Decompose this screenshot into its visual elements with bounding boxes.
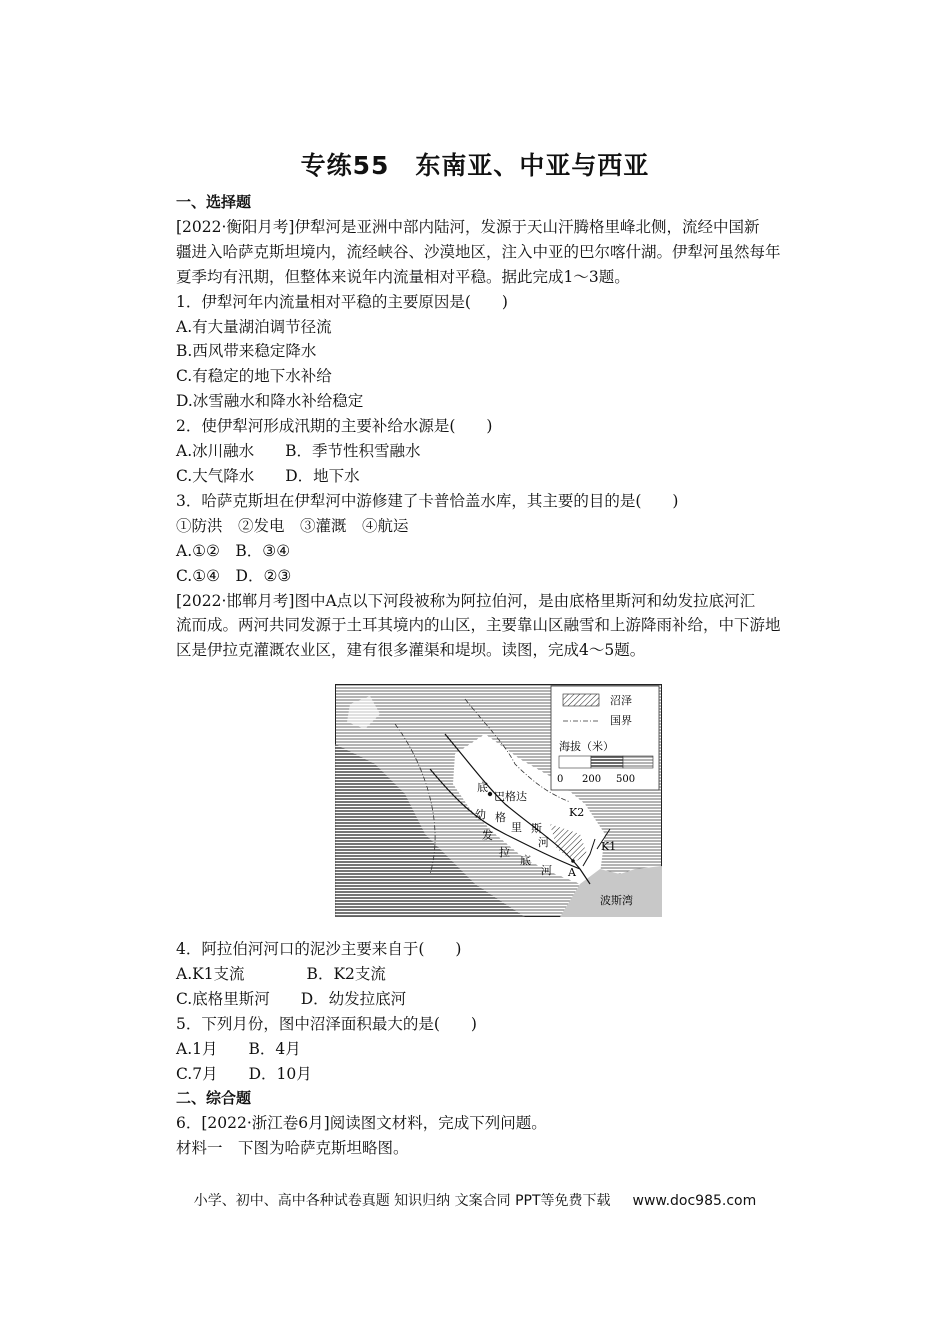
document-body bbox=[176, 190, 808, 663]
euphrates-label-4: 底 bbox=[520, 854, 531, 867]
document-body-2 bbox=[176, 937, 808, 1161]
tigris-label-4: 斯 bbox=[531, 822, 542, 835]
material-label: 材料一 下图为哈萨克斯坦略图。 bbox=[176, 1139, 409, 1158]
tigris-label-3: 里 bbox=[511, 821, 522, 834]
euphrates-label-1: 幼 bbox=[475, 808, 486, 821]
question-stem: 1．伊犁河年内流量相对平稳的主要原因是( ) bbox=[176, 292, 508, 311]
passage-line: 疆进入哈萨克斯坦境内，流经峡谷、沙漠地区，注入中亚的巴尔喀什湖。伊犁河虽然每年 bbox=[176, 242, 781, 261]
page-title: 专练55 东南亚、中亚与西亚 bbox=[300, 151, 650, 180]
baghdad-label: 巴格达 bbox=[494, 790, 527, 803]
answer-option: A.有大量湖泊调节径流 bbox=[176, 317, 332, 336]
question-stem: 5．下列月份，图中沼泽面积最大的是( ) bbox=[176, 1014, 477, 1033]
tigris-label-1: 底 bbox=[477, 781, 488, 794]
legend-elevation-title: 海拔（米） bbox=[559, 740, 614, 753]
footer-text: 小学、初中、高中各种试卷真题 知识归纳 文案合同 PPT等免费下载 bbox=[193, 1193, 611, 1209]
tigris-label-2: 格 bbox=[495, 811, 506, 824]
question-stem: 3．哈萨克斯坦在伊犁河中游修建了卡普恰盖水库，其主要的目的是( ) bbox=[176, 491, 679, 510]
question-stem: 4．阿拉伯河河口的泥沙主要来自于( ) bbox=[176, 940, 462, 958]
point-a-label: A bbox=[568, 866, 576, 879]
answer-option: B.西风带来稳定降水 bbox=[176, 342, 317, 361]
question-stem: 2．使伊犁河形成汛期的主要补给水源是( ) bbox=[176, 417, 493, 436]
answer-option: C.有稳定的地下水补给 bbox=[176, 367, 332, 386]
passage-line: [2022·衡阳月考]伊犁河是亚洲中部内陆河，发源于天山汗腾格里峰北侧，流经中国新 bbox=[176, 217, 760, 236]
section-heading: 二、综合题 bbox=[176, 1089, 252, 1108]
page-footer bbox=[0, 1190, 950, 1210]
answer-option: C.底格里斯河 D．幼发拉底河 bbox=[176, 989, 407, 1008]
euphrates-label-2: 发 bbox=[482, 829, 493, 842]
legend-tick-500: 500 bbox=[616, 774, 636, 785]
persian-gulf-label: 波斯湾 bbox=[600, 894, 633, 907]
question-stem: 6．[2022·浙江卷6月]阅读图文材料，完成下列问题。 bbox=[176, 1114, 547, 1133]
legend-border: 国界 bbox=[610, 714, 632, 727]
euphrates-label-3: 拉 bbox=[499, 846, 510, 859]
answer-option: A.1月 B．4月 bbox=[176, 1039, 301, 1058]
passage-line: 夏季均有汛期，但整体来说年内流量相对平稳。据此完成1～3题。 bbox=[176, 267, 630, 286]
answer-option: C.大气降水 D．地下水 bbox=[176, 466, 360, 485]
answer-option: A.冰川融水 B．季节性积雪融水 bbox=[176, 442, 421, 461]
legend-tick-0: 0 bbox=[557, 774, 564, 785]
section-heading: 一、选择题 bbox=[176, 193, 252, 211]
footer-site-link[interactable]: www.doc985.com bbox=[632, 1193, 757, 1209]
tigris-label-5: 河 bbox=[538, 836, 549, 849]
tigris-euphrates-map bbox=[335, 684, 662, 917]
euphrates-label-5: 河 bbox=[541, 864, 552, 877]
answer-option: C.7月 D．10月 bbox=[176, 1064, 312, 1083]
k2-label: K2 bbox=[569, 806, 585, 819]
passage-line: [2022·邯郸月考]图中A点以下河段被称为阿拉伯河，是由底格里斯河和幼发拉底河汇 bbox=[176, 591, 756, 610]
passage-line: 流而成。两河共同发源于土耳其境内的山区，主要靠山区融雪和上游降雨补给，中下游地 bbox=[176, 616, 781, 635]
question-items: ①防洪 ②发电 ③灌溉 ④航运 bbox=[176, 516, 409, 535]
answer-option: A.①② B．③④ bbox=[176, 541, 291, 560]
answer-option: D.冰雪融水和降水补给稳定 bbox=[176, 392, 364, 411]
legend-swamp: 沼泽 bbox=[610, 694, 632, 707]
answer-option: C.①④ D．②③ bbox=[176, 566, 292, 585]
legend-tick-200: 200 bbox=[582, 774, 602, 785]
k1-label: K1 bbox=[601, 840, 617, 853]
answer-option: A.K1支流 B．K2支流 bbox=[176, 964, 386, 983]
passage-line: 区是伊拉克灌溉农业区，建有很多灌渠和堤坝。读图，完成4～5题。 bbox=[176, 641, 646, 660]
